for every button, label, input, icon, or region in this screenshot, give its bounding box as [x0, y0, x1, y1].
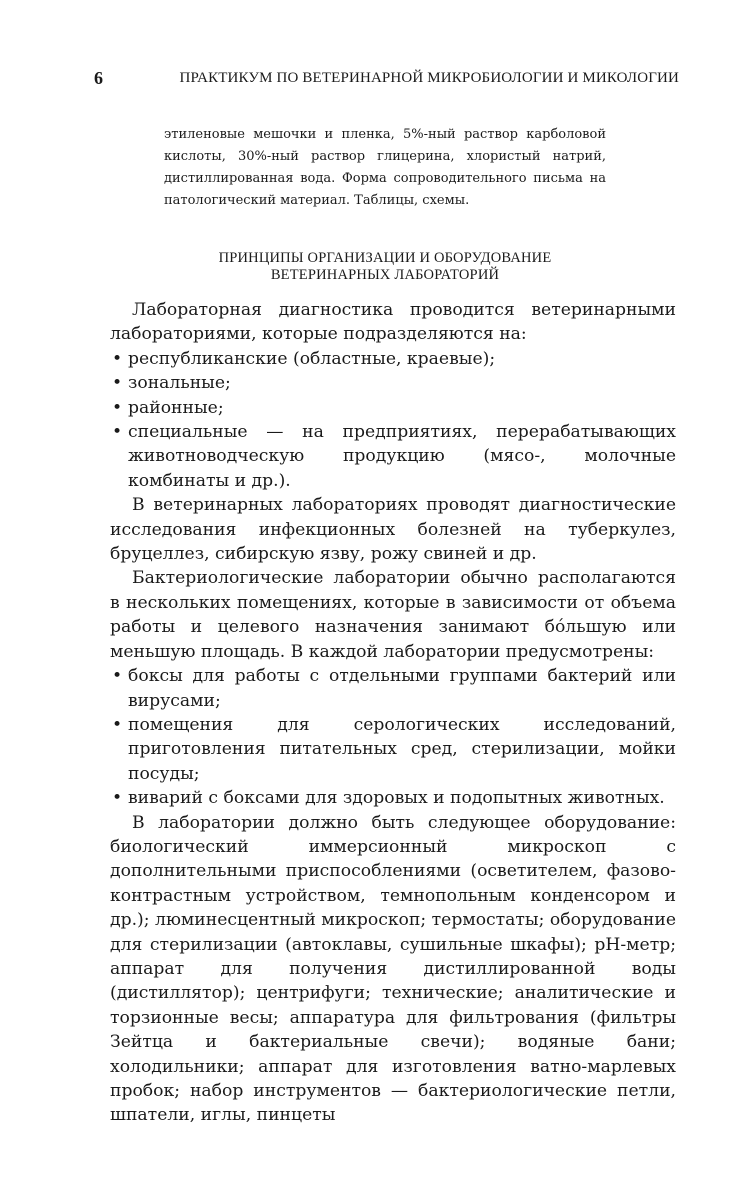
page-number: 6: [94, 68, 103, 88]
list-item: • специальные — на предприятиях, перерабатывающих животноводческую продукцию (мясо-, молочные комбинаты и др.).: [112, 422, 676, 491]
list-item: • районные;: [110, 396, 676, 420]
list-item: • виварий с боксами для здоровых и подопытных животных.: [110, 786, 676, 810]
paragraph-premises: Бактериологические лаборатории обычно располагаются в нескольких помещениях, которые в зависимости от объема работы и целевого назначения занимают бóльшую или меньшую площадь. В каждой лаборатории предусмотрены:: [110, 568, 676, 662]
paragraph-lab-types-intro: Лабораторная диагностика проводится ветеринарными лабораториями, которые подразделяются на:: [110, 300, 676, 345]
list-item: • республиканские (областные, краевые);: [110, 347, 676, 371]
list-item: • боксы для работы с отдельными группами бактерий или вирусами;: [112, 666, 676, 711]
paragraph-diagnostics: В ветеринарных лабораториях проводят диагностические исследования инфекционных болезней на туберкулез, бруцеллез, сибирскую язву, рожу свиней и др.: [110, 495, 676, 565]
body-text: [110, 298, 676, 1128]
bullet-icon: •: [112, 788, 123, 809]
section-heading-line-2: ВЕТЕРИНАРНЫХ ЛАБОРАТОРИЙ: [270, 267, 500, 283]
paragraph-equipment: В лаборатории должно быть следующее оборудование: биологический иммерсионный микроскоп с дополнительными приспособлениями (осветителем, фазово-контрастным устройством, темнопольным конденсором и др.); люминесцентный микроскоп; термостаты; оборудование для стерилизации (автоклавы, сушильные шкафы); рН-метр; аппарат для получения дистиллированной воды (дистиллятор); центрифуги; технические; аналитические и торзионные весы; аппаратура для фильтрования (фильтры Зейтца и бактериальные свечи); водяные бани; холодильники; аппарат для изготовления ватно-марлевых пробок; набор инструментов — бактериологические петли, шпатели, иглы, пинцеты: [110, 812, 676, 1126]
bullet-icon: •: [112, 714, 123, 735]
bullet-icon: •: [112, 666, 123, 687]
bullet-icon: •: [112, 422, 123, 443]
section-heading: [150, 250, 620, 284]
materials-list-text: этиленовые мешочки и пленка, 5%-ный раствор карболовой кислоты, 30%-ный раствор глицерина, хлористый натрий, дистиллированная вода. Форма сопроводительного письма на патологический материал. Таблицы, схемы.: [164, 127, 606, 208]
bullet-icon: •: [112, 348, 123, 369]
bullet-icon: •: [112, 397, 123, 418]
running-title: ПРАКТИКУМ ПО ВЕТЕРИНАРНОЙ МИКРОБИОЛОГИИ И МИКОЛОГИИ: [179, 70, 679, 86]
premises-list: [110, 664, 676, 810]
bullet-icon: •: [112, 373, 123, 394]
lab-types-list: [110, 347, 676, 493]
page-header: [94, 68, 679, 92]
section-heading-line-1: ПРИНЦИПЫ ОРГАНИЗАЦИИ И ОБОРУДОВАНИЕ: [218, 250, 552, 266]
list-item: • помещения для серологических исследований, приготовления питательных сред, стерилизации, мойки посуды;: [112, 714, 676, 784]
list-item: • зональные;: [110, 371, 676, 395]
